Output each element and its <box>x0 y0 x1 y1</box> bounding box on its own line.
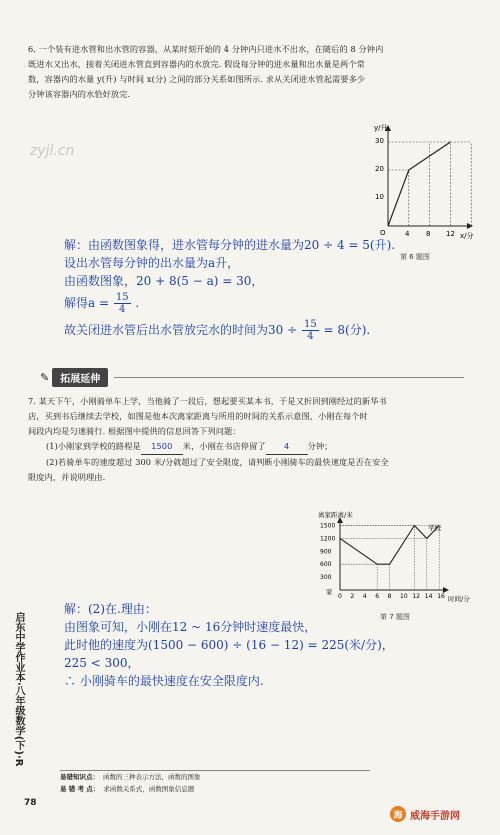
graph6-caption: 第 6 题图 <box>400 253 430 261</box>
sol6-line-5-text: 故关闭进水管后出水管放完水的时间为30 ÷ <box>64 323 298 337</box>
sol6-line-5 <box>64 319 395 342</box>
graph7-ytick: 900 <box>320 548 332 556</box>
graph6-line <box>388 142 450 226</box>
graph7-xtick: 6 <box>375 593 380 600</box>
q7-p1-text-b: 米，小刚在书店停留了 <box>182 441 266 451</box>
answer-blank-minutes: 4 <box>266 439 308 455</box>
footer-notes <box>60 770 370 795</box>
graph7-ytick: 1500 <box>320 522 336 530</box>
graph7-xtick: 12 <box>412 593 421 600</box>
q6-line-2: 既进水又出水，接着关闭进水管直到容器内的水放完. 假设每分钟的进水量和出水量是两个常 <box>28 59 365 69</box>
section-header <box>40 368 464 387</box>
answer-blank-distance: 1500 <box>141 439 183 455</box>
footer-knowledge <box>60 771 370 783</box>
sol6-line-4 <box>64 292 395 315</box>
q7-p1-text-a: (1)小刚家到学校的路程是 <box>46 441 141 451</box>
sol6-line-2: 设出水管每分钟的出水量为a升， <box>64 256 240 270</box>
frac1-den: 4 <box>119 304 126 315</box>
footer-k2-label: 易 错 考 点： <box>60 785 100 793</box>
graph7-line <box>340 526 439 565</box>
sol6-line-1: 解：由函数图象得，进水管每分钟的进水量为20 ÷ 4 = 5(升). <box>64 238 396 252</box>
graph7-xtick: 8 <box>387 593 392 600</box>
sol7-line-3: 此时他的速度为(1500 − 600) ÷ (16 − 12) = 225(米/分)， <box>64 638 394 652</box>
footer-k2-text: 求函数关系式，函数图象信息题 <box>103 785 195 793</box>
sol7-line-1: 解：(2)在.理由： <box>64 602 157 616</box>
q7-part-2a: (2)若骑单车的速度超过 300 米/分就超过了安全限度，请判断小刚骑车的最快速度是否在安全 <box>46 457 389 467</box>
graph7-ytick: 1200 <box>320 535 336 543</box>
sol6-fraction-1 <box>114 292 131 315</box>
graph7-school-label: 学校 <box>428 524 441 532</box>
q7-line-2: 店，买到书后继续去学校，如图是他本次离家距离与所用的时间的关系示意图，小刚在每个时 <box>28 411 368 421</box>
sol6-line-3: 由函数图象，20 + 8(5 − a) = 30， <box>64 274 264 288</box>
graph7-caption: 第 7 题图 <box>380 613 410 621</box>
graph6-ylabel: y/升 <box>374 124 388 132</box>
solution-7 <box>64 600 394 690</box>
graph6-ytick-30: 30 <box>375 137 384 145</box>
frac1-num: 15 <box>115 292 129 303</box>
q6-line-4: 分钟该容器内的水恰好放完. <box>28 89 131 99</box>
sol6-line-5-end: = 8(分). <box>323 323 371 337</box>
section-divider <box>114 377 464 378</box>
graph7-xtick: 2 <box>350 593 355 600</box>
question-6 <box>28 42 480 102</box>
sol7-line-2: 由图象可知，小刚在12 ~ 16分钟时速度最快， <box>64 620 317 634</box>
graph6-ytick-20: 20 <box>375 165 384 173</box>
graph7-xtick: 4 <box>362 593 367 600</box>
graph7-ylabel: 离家距离/米 <box>318 511 353 519</box>
graph-6 <box>360 118 480 248</box>
graph6-xtick-4: 4 <box>405 230 410 238</box>
sol6-fraction-2 <box>302 319 319 342</box>
watermark: zyjl.cn <box>30 143 75 159</box>
graph7-xtick: 0 <box>338 593 342 600</box>
footer-k1-text: 函数的三种表示方法，函数的图象 <box>103 773 201 781</box>
q7-part-2b: 限度内，并说明理由. <box>28 472 106 482</box>
footer-k1-label: 易错知识点： <box>60 773 99 781</box>
graph6-origin: O <box>380 229 386 237</box>
q7-part-1 <box>28 439 480 455</box>
sol7-line-5: ∴ 小刚骑车的最快速度在安全限度内. <box>64 674 264 688</box>
sol7-line-4: 225 < 300， <box>64 656 140 670</box>
solution-6 <box>64 236 395 342</box>
q6-line-3: 数，容器内的水量 y(升) 与时间 x(分) 之间的部分关系如图所示. 求从关闭进水管起需要多少 <box>28 74 366 84</box>
graph7-xtick: 10 <box>400 593 408 600</box>
book-side-title: 启东中学作业本·八年级数学(下)·R <box>13 612 24 767</box>
q6-line-1: 6. 一个装有进水管和出水管的容器，从某时刻开始的 4 分钟内只进水不出水，在随后的 8 分钟内 <box>28 44 384 54</box>
pencil-icon: ✎ <box>40 371 50 384</box>
graph6-ytick-10: 10 <box>375 193 384 201</box>
question-7 <box>28 394 480 485</box>
q7-line-1: 7. 某天下午，小刚骑单车上学，当他骑了一段后，想起要买某本书，于是又折回到刚经过的新华书 <box>28 396 387 406</box>
q7-p1-text-c: 分钟； <box>307 441 333 451</box>
graph7-ytick: 300 <box>320 574 332 582</box>
graph7-xtick: 14 <box>424 593 433 600</box>
page-number: 78 <box>24 798 37 808</box>
graph7-xtick: 16 <box>437 593 445 600</box>
graph6-xtick-12: 12 <box>446 230 455 238</box>
graph7-xlabel: 时间/分 <box>448 595 470 603</box>
section-label: 拓展延伸 <box>52 368 108 387</box>
footer-exam-points <box>60 783 370 795</box>
sol6-line-4-text: 解得a = <box>64 296 110 310</box>
graph7-origin: 家 <box>326 588 333 596</box>
logo-icon: 海 <box>390 806 406 822</box>
site-logo <box>390 806 460 822</box>
q7-line-3: 间段内均是匀速骑行. 根据图中提供的信息回答下列问题： <box>28 426 241 436</box>
frac2-den: 4 <box>307 331 314 342</box>
graph-7 <box>300 508 480 608</box>
graph6-xtick-8: 8 <box>426 230 431 238</box>
sol6-line-4-end: . <box>135 296 140 310</box>
graph7-ytick: 600 <box>320 561 332 569</box>
graph6-xlabel: x/分 <box>460 232 474 240</box>
frac2-num: 15 <box>303 319 317 330</box>
logo-text: 威海手游网 <box>410 810 460 822</box>
